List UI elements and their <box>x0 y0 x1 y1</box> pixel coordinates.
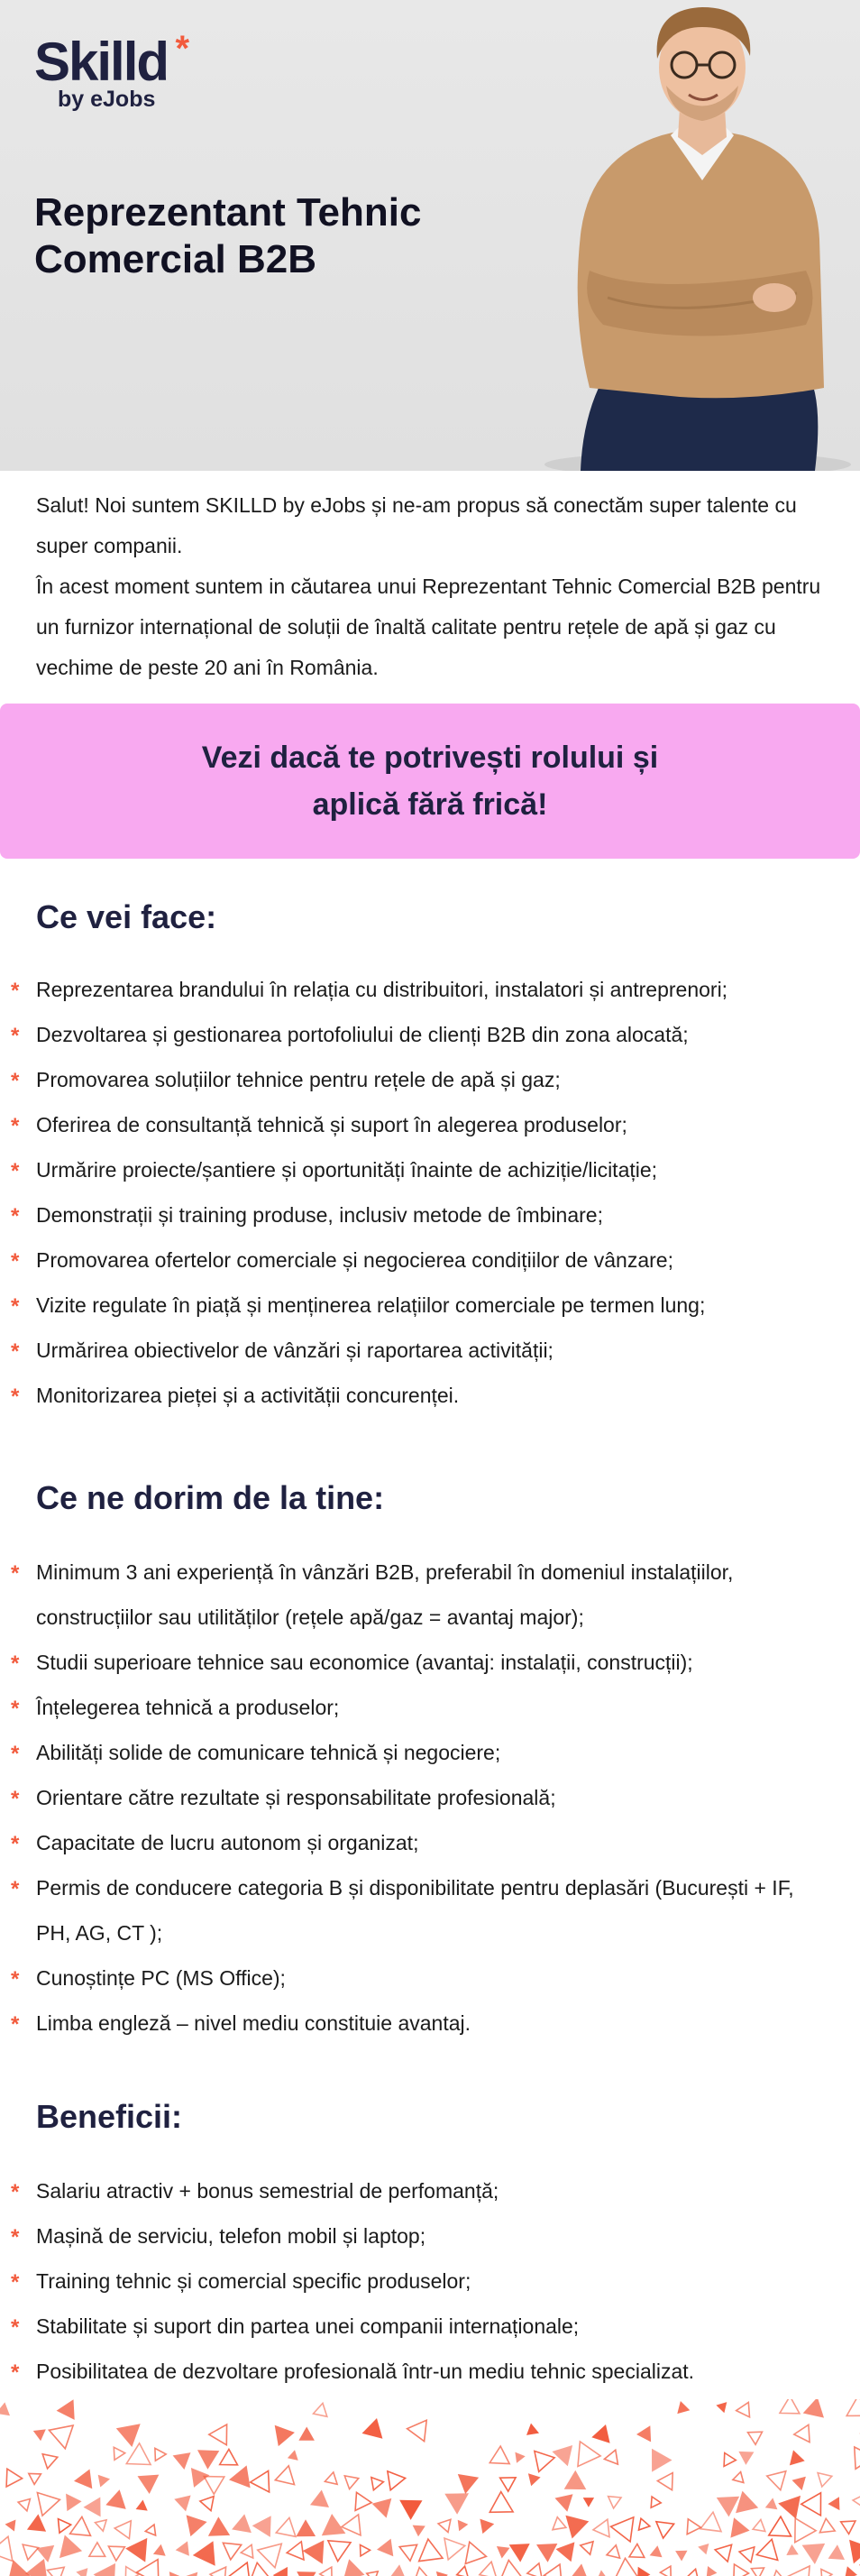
triangle-pattern-icon <box>0 2399 860 2576</box>
triangle-shape <box>298 2427 315 2441</box>
triangle-shape <box>96 2520 107 2531</box>
asterisk-icon: * <box>11 1339 20 1364</box>
triangle-shape <box>23 2544 38 2560</box>
triangle-shape <box>650 2545 663 2557</box>
triangle-shape <box>765 2498 778 2509</box>
triangle-shape <box>652 2449 672 2472</box>
triangle-shape <box>556 2542 575 2562</box>
triangle-shape <box>328 2541 351 2562</box>
triangle-shape <box>769 2516 791 2536</box>
triangle-shape <box>790 2450 805 2465</box>
triangle-shape <box>193 2541 215 2566</box>
intro-paragraph-2: În acest moment suntem in căutarea unui Reprezentant Tehnic Comercial B2B pentru un furnizor internațional de soluții de înaltă calitate pentru rețele de apă și gaz cu vechime de peste 20 ani în România. <box>36 575 821 679</box>
triangle-shape <box>42 2454 58 2469</box>
triangle-shape <box>209 2424 227 2445</box>
triangle-shape <box>565 2516 589 2539</box>
triangle-shape <box>527 2563 542 2576</box>
triangle-shape <box>303 2540 325 2563</box>
triangle-shape <box>25 2559 48 2576</box>
triangle-shape <box>651 2497 661 2507</box>
list-item: * Urmărirea obiectivelor de vânzări și raportarea activității; <box>0 1328 811 1373</box>
asterisk-icon: * <box>11 1114 20 1138</box>
banner-text: Vezi dacă te potrivești rolului și aplică fără frică! <box>201 741 659 822</box>
triangle-shape <box>788 2566 810 2576</box>
triangle-shape <box>828 2544 845 2560</box>
triangle-shape <box>145 2525 155 2535</box>
section-title-benefits: Beneficii: <box>36 2098 183 2135</box>
triangle-shape <box>186 2572 197 2576</box>
triangle-shape <box>611 2517 634 2542</box>
triangle-shape <box>845 2566 857 2576</box>
triangle-shape <box>297 2571 316 2576</box>
triangle-shape <box>390 2564 406 2576</box>
triangle-shape <box>795 2518 816 2543</box>
requirements-list <box>0 1550 811 2046</box>
logo-main-text: Skilld <box>34 32 169 92</box>
triangle-shape <box>37 2493 59 2516</box>
triangle-shape <box>803 2399 824 2418</box>
section-title-responsibilities: Ce vei face: <box>36 898 217 935</box>
triangle-shape <box>314 2403 327 2416</box>
triangle-shape <box>853 2494 860 2507</box>
triangle-shape <box>818 2473 832 2487</box>
triangle-shape <box>251 2470 270 2492</box>
triangle-shape <box>578 2442 600 2467</box>
triangle-shape <box>497 2546 510 2559</box>
intro-text <box>36 485 829 688</box>
triangle-shape <box>343 2559 365 2576</box>
triangle-shape <box>675 2551 687 2562</box>
triangle-shape <box>399 2500 422 2520</box>
asterisk-icon: * <box>11 1832 20 1856</box>
intro-paragraph-1: Salut! Noi suntem SKILLD by eJobs și ne-am propus să conectăm super talente cu super companii. <box>36 493 797 557</box>
triangle-shape <box>752 2568 764 2576</box>
triangle-shape <box>846 2399 860 2415</box>
triangle-shape <box>228 2562 250 2576</box>
triangle-shape <box>780 2399 800 2414</box>
triangle-shape <box>597 2570 608 2576</box>
triangle-shape <box>438 2519 451 2532</box>
triangle-shape <box>108 2546 124 2561</box>
person-photo-icon <box>517 0 860 471</box>
triangle-shape <box>29 2473 41 2484</box>
triangle-shape <box>465 2542 486 2563</box>
triangle-shape <box>489 2446 509 2464</box>
triangle-shape <box>716 2402 727 2413</box>
triangle-shape <box>229 2465 251 2488</box>
list-item: * Capacitate de lucru autonom și organizat; <box>0 1820 811 1865</box>
asterisk-icon: * <box>11 1159 20 1183</box>
triangle-shape <box>583 2498 594 2507</box>
list-item: * Înțelegerea tehnică a produselor; <box>0 1685 811 1730</box>
triangle-shape <box>98 2475 110 2488</box>
triangle-shape <box>535 2452 554 2472</box>
list-item: * Studii superioare tehnice sau economice (avantaj: instalații, construcții); <box>0 1640 811 1685</box>
triangle-shape <box>275 2466 294 2485</box>
triangle-shape <box>444 2538 465 2560</box>
triangle-shape <box>0 2402 10 2415</box>
triangle-shape <box>413 2525 425 2537</box>
triangle-shape <box>707 2566 718 2576</box>
list-item: * Abilități solide de comunicare tehnică și negociere; <box>0 1730 811 1775</box>
triangle-shape <box>377 2539 393 2557</box>
triangle-shape <box>738 2452 754 2465</box>
list-item: * Promovarea soluțiilor tehnice pentru rețele de apă și gaz; <box>0 1057 811 1102</box>
asterisk-icon: * <box>11 1024 20 1048</box>
triangle-shape <box>276 2517 296 2536</box>
triangle-shape <box>250 2562 271 2576</box>
asterisk-icon: * <box>11 1651 20 1676</box>
triangle-shape <box>568 2563 590 2576</box>
triangle-shape <box>536 2544 557 2562</box>
asterisk-icon: * <box>11 1249 20 1274</box>
triangle-shape <box>736 2491 758 2514</box>
triangle-shape <box>616 2558 638 2576</box>
triangle-shape <box>220 2450 238 2465</box>
triangle-shape <box>607 2545 620 2558</box>
triangle-shape <box>252 2516 271 2537</box>
list-item: * Promovarea ofertelor comerciale și negocierea condițiilor de vânzare; <box>0 1237 811 1283</box>
triangle-shape <box>700 2512 721 2531</box>
asterisk-icon: * <box>11 2225 20 2249</box>
triangle-shape <box>500 2478 517 2491</box>
triangle-shape <box>748 2432 763 2444</box>
triangle-shape <box>57 2399 75 2420</box>
triangle-shape <box>232 2514 252 2533</box>
list-item: * Demonstrații și training produse, inclusiv metode de îmbinare; <box>0 1192 811 1237</box>
triangle-shape <box>849 2540 860 2564</box>
logo-wordmark <box>34 29 188 92</box>
triangle-shape <box>515 2452 525 2463</box>
list-item: * Dezvoltarea și gestionarea portofoliului de clienți B2B din zona alocată; <box>0 1012 811 1057</box>
triangle-shape <box>767 2471 786 2490</box>
triangle-shape <box>444 2493 469 2514</box>
asterisk-icon: * <box>11 1967 20 1992</box>
triangle-shape <box>208 2516 230 2535</box>
triangle-shape <box>241 2544 252 2558</box>
triangle-shape <box>155 2448 166 2461</box>
triangle-shape <box>480 2519 494 2535</box>
triangle-shape <box>828 2497 839 2510</box>
triangle-shape <box>733 2472 744 2483</box>
triangle-shape <box>27 2514 46 2531</box>
triangle-shape <box>458 2474 479 2494</box>
asterisk-icon: * <box>11 1787 20 1811</box>
triangle-shape <box>819 2518 835 2533</box>
triangle-shape <box>6 2469 23 2487</box>
triangle-shape <box>33 2429 46 2441</box>
triangle-shape <box>608 2497 621 2508</box>
triangle-shape <box>174 2496 190 2512</box>
triangle-shape <box>197 2450 219 2469</box>
triangle-shape <box>604 2450 618 2464</box>
triangle-shape <box>84 2498 101 2517</box>
triangle-shape <box>855 2447 860 2469</box>
asterisk-icon: * <box>11 2012 20 2037</box>
triangle-shape <box>89 2543 105 2556</box>
list-item: * Monitorizarea pieței și a activității concurenței. <box>0 1373 811 1418</box>
triangle-shape <box>59 2519 71 2534</box>
triangle-shape <box>688 2569 699 2576</box>
triangle-shape <box>258 2544 282 2568</box>
triangle-shape <box>362 2418 383 2439</box>
benefits-list <box>0 2168 811 2394</box>
triangle-shape <box>388 2471 406 2490</box>
list-item: * Reprezentarea brandului în relația cu distribuitori, instalatori și antreprenori; <box>0 967 811 1012</box>
header <box>0 0 860 471</box>
triangle-shape <box>322 2514 346 2535</box>
triangle-shape <box>414 2568 432 2576</box>
triangle-shape <box>794 2424 810 2442</box>
triangle-shape <box>736 2402 750 2416</box>
job-title: Reprezentant Tehnic Comercial B2B <box>34 190 422 281</box>
triangle-shape <box>629 2544 645 2558</box>
triangle-shape <box>591 2424 609 2443</box>
triangle-shape <box>275 2425 295 2446</box>
list-item: * Oferirea de consultanță tehnică și suport în alegerea produselor; <box>0 1102 811 1147</box>
triangle-shape <box>70 2516 91 2535</box>
triangle-shape <box>94 2563 115 2576</box>
triangle-shape <box>0 2536 13 2561</box>
triangle-shape <box>841 2521 855 2534</box>
triangle-shape <box>325 2472 337 2484</box>
triangle-shape <box>399 2544 416 2561</box>
asterisk-icon: * <box>11 1385 20 1409</box>
triangle-shape <box>407 2420 427 2441</box>
triangle-shape <box>636 2425 651 2442</box>
triangle-shape <box>105 2489 125 2509</box>
triangle-shape <box>753 2520 765 2532</box>
triangle-shape <box>18 2499 30 2511</box>
triangle-shape <box>786 2544 799 2555</box>
skilld-logo <box>34 29 251 115</box>
triangle-shape <box>49 2425 73 2449</box>
triangle-shape <box>173 2452 191 2470</box>
asterisk-icon: * <box>11 1204 20 1228</box>
triangle-shape <box>564 2470 587 2489</box>
list-item: * Training tehnic și comercial specific produselor; <box>0 2259 811 2304</box>
list-item: * Urmărire proiecte/șantiere și oportunități înainte de achiziție/licitație; <box>0 1147 811 1192</box>
triangle-shape <box>59 2535 82 2559</box>
triangle-shape <box>76 2568 87 2576</box>
list-item: * Minimum 3 ani experiență în vânzări B2B, preferabil în domeniul instalațiilor, construcțiilor sau utilităților (rețele apă/gaz = avantaj major); <box>0 1550 811 1640</box>
triangle-shape <box>48 2567 65 2576</box>
triangle-shape <box>637 2567 650 2576</box>
triangle-shape <box>544 2564 563 2576</box>
triangle-shape <box>176 2541 189 2555</box>
triangle-shape <box>344 2476 358 2489</box>
triangle-shape <box>138 2475 160 2494</box>
triangle-shape <box>480 2562 497 2576</box>
asterisk-icon: * <box>11 2180 20 2204</box>
triangle-shape <box>639 2518 650 2530</box>
list-item: * Cunoștințe PC (MS Office); <box>0 1955 811 2001</box>
triangle-shape <box>74 2470 92 2489</box>
triangle-shape <box>555 2494 573 2512</box>
triangle-shape <box>509 2544 530 2562</box>
triangle-shape <box>287 2542 304 2560</box>
triangle-shape <box>200 2497 214 2511</box>
list-item: * Stabilitate și suport din partea unei companii internaționale; <box>0 2304 811 2349</box>
triangle-shape <box>821 2570 832 2576</box>
triangle-shape <box>528 2473 541 2486</box>
responsibilities-list <box>0 967 811 1418</box>
triangle-shape <box>778 2496 801 2519</box>
triangle-shape <box>137 2560 159 2576</box>
list-item: * Mașină de serviciu, telefon mobil și laptop; <box>0 2213 811 2259</box>
apply-banner <box>0 704 860 859</box>
triangle-shape <box>210 2567 226 2576</box>
list-item: * Posibilitatea de dezvoltare profesională într-un mediu tehnic specializat. <box>0 2349 811 2394</box>
triangle-shape <box>660 2566 671 2576</box>
triangle-shape <box>734 2564 749 2576</box>
triangle-shape <box>355 2492 371 2510</box>
asterisk-icon: * <box>11 1877 20 1901</box>
triangle-shape <box>730 2517 749 2537</box>
triangle-shape <box>320 2567 332 2576</box>
triangle-shape <box>419 2539 443 2562</box>
triangle-shape <box>792 2477 806 2490</box>
list-item: * Salariu atractiv + bonus semestrial de perfomanță; <box>0 2168 811 2213</box>
triangle-shape <box>114 2447 124 2460</box>
triangle-shape <box>169 2571 179 2576</box>
triangle-shape <box>367 2571 378 2576</box>
triangle-shape <box>489 2492 513 2513</box>
triangle-shape <box>739 2547 755 2562</box>
triangle-shape <box>125 2538 147 2562</box>
triangle-shape <box>756 2539 777 2560</box>
triangle-shape <box>717 2497 739 2517</box>
triangle-shape <box>715 2544 731 2562</box>
triangle-shape <box>371 2478 384 2490</box>
list-item: * Vizite regulate în piață și menținerea relațiilor comerciale pe termen lung; <box>0 1283 811 1328</box>
triangle-shape <box>204 2477 224 2495</box>
list-item: * Orientare către rezultate și responsabilitate profesională; <box>0 1775 811 1820</box>
logo-star-icon: * <box>175 29 188 69</box>
triangle-shape <box>656 2522 674 2538</box>
logo-subtitle: by eJobs <box>58 87 156 112</box>
triangle-shape <box>657 2473 672 2490</box>
triangle-shape <box>223 2543 241 2560</box>
asterisk-icon: * <box>11 1069 20 1093</box>
triangle-shape <box>677 2401 690 2414</box>
triangle-shape <box>288 2450 298 2461</box>
triangle-shape <box>724 2453 736 2467</box>
triangle-shape <box>687 2519 700 2535</box>
triangle-shape <box>126 2443 151 2465</box>
triangle-shape <box>552 2445 572 2466</box>
triangle-shape <box>191 2468 210 2488</box>
triangle-shape <box>553 2517 566 2530</box>
triangle-shape <box>773 2571 784 2576</box>
triangle-shape <box>698 2544 709 2554</box>
triangle-shape <box>361 2545 371 2556</box>
triangle-shape <box>114 2521 131 2539</box>
triangle-shape <box>581 2542 593 2554</box>
triangle-shape <box>458 2520 469 2532</box>
list-item: * Limba engleză – nivel mediu constituie avantaj. <box>0 2001 811 2046</box>
triangle-shape <box>296 2519 316 2536</box>
triangle-shape <box>593 2519 609 2537</box>
triangle-shape <box>5 2520 16 2532</box>
triangle-shape <box>187 2515 207 2536</box>
asterisk-icon: * <box>11 1697 20 1721</box>
asterisk-icon: * <box>11 2315 20 2340</box>
triangle-shape <box>116 2424 141 2447</box>
section-title-requirements: Ce ne dorim de la tine: <box>36 1479 385 1516</box>
asterisk-icon: * <box>11 2360 20 2385</box>
asterisk-icon: * <box>11 2270 20 2295</box>
triangle-shape <box>802 2544 826 2564</box>
triangle-shape <box>801 2493 821 2516</box>
asterisk-icon: * <box>11 979 20 1003</box>
list-item: * Permis de conducere categoria B și disponibilitate pentru deplasări (București + IF, PH, AG, CT ); <box>0 1865 811 1955</box>
triangle-shape <box>310 2490 329 2508</box>
triangle-shape <box>372 2498 392 2518</box>
triangle-shape <box>526 2424 539 2435</box>
triangle-shape <box>153 2544 166 2556</box>
triangle-shape <box>125 2567 139 2576</box>
triangle-shape <box>500 2561 521 2576</box>
triangle-shape <box>436 2571 448 2576</box>
asterisk-icon: * <box>11 1561 20 1586</box>
triangle-shape <box>66 2494 82 2512</box>
asterisk-icon: * <box>11 1742 20 1766</box>
triangle-shape <box>136 2500 148 2511</box>
asterisk-icon: * <box>11 1294 20 1319</box>
triangle-shape <box>457 2566 469 2576</box>
